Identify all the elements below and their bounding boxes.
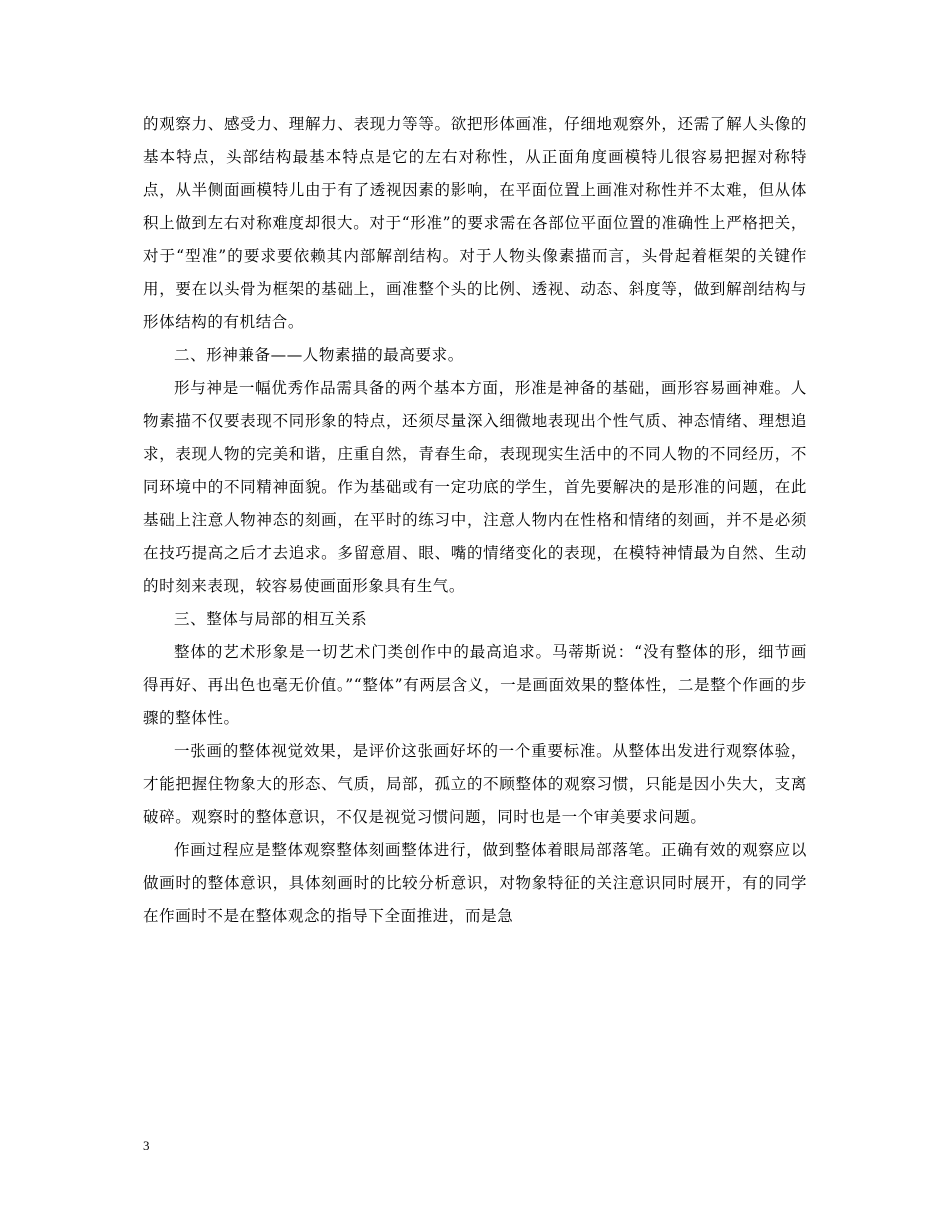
paragraph: 作画过程应是整体观察整体刻画整体进行，做到整体着眼局部落笔。正确有效的观察应以做画时的整体意识，具体刻画时的比较分析意识，对物象特征的关注意识同时展开，有的同学在作画时不是在整体观念的指导下全面推进，而是急 (143, 841, 807, 925)
paragraph: 形与神是一幅优秀作品需具备的两个基本方面，形准是神备的基础，画形容易画神难。人物素描不仅要表现不同形象的特点，还须尽量深入细微地表现出个性气质、神态情绪、理想追求，表现人物的完美和谐，庄重自然，青春生命，表现现实生活中的不同人物的不同经历，不同环境中的不同精神面貌。作为基础或有一定功底的学生，首先要解决的是形准的问题，在此基础上注意人物神态的刻画，在平时的练习中，注意人物内在性格和情绪的刻画，并不是必须在技巧提高之后才去追求。多留意眉、眼、嘴的情绪变化的表现，在模特神情最为自然、生动的时刻来表现，较容易使画面形象具有生气。 (143, 379, 807, 595)
paragraph: 一张画的整体视觉效果，是评价这张画好坏的一个重要标准。从整体出发进行观察体验，才能把握住物象大的形态、气质，局部，孤立的不顾整体的观察习惯，只能是因小失大，支离破碎。观察时的整体意识，不仅是视觉习惯问题，同时也是一个审美要求问题。 (143, 742, 807, 826)
paragraph-continued: 的观察力、感受力、理解力、表现力等等。欲把形体画准，仔细地观察外，还需了解人头像的基本特点，头部结构最基本特点是它的左右对称性，从正面角度画模特儿很容易把握对称特点，从半侧面画模特儿由于有了透视因素的影响，在平面位置上画准对称性并不太难，但从体积上做到左右对称难度却很大。对于“形准”的要求需在各部位平面位置的准确性上严格把关，对于“型准”的要求要依赖其内部解剖结构。对于人物头像素描而言，头骨起着框架的关键作用，要在以头骨为框架的基础上，画准整个头的比例、透视、动态、斜度等，做到解剖结构与形体结构的有机结合。 (143, 115, 807, 331)
body-text (143, 108, 807, 933)
paragraph: 整体的艺术形象是一切艺术门类创作中的最高追求。马蒂斯说：“没有整体的形，细节画得再好、再出色也毫无价值。”“整体”有两层含义，一是画面效果的整体性，二是整个作画的步骤的整体性。 (143, 643, 807, 727)
section-heading-3: 三、整体与局部的相互关系 (174, 610, 368, 628)
section-heading-2: 二、形神兼备——人物素描的最高要求。 (174, 346, 464, 364)
page-number: 3 (143, 1138, 150, 1153)
